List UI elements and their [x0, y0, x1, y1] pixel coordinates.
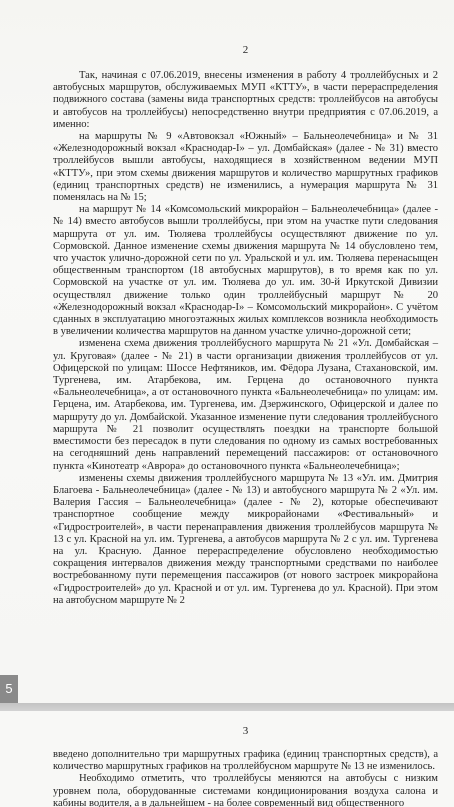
paragraph-buses-note: Необходимо отметить, что троллейбусы меняются на автобусы с низким уровнем пола, оборудованные системами кондиционирования воздуха салона и кабины водителя, а в дальнейшем - на более современный вид общественного	[53, 773, 438, 807]
paragraph-route-9-31: на маршруты № 9 «Автовокзал «Южный» – Бальнеолечебница» и № 31 «Железнодорожный вокзал «Краснодар-I» – ул. Домбайская» (далее - № 31) вместо троллейбусов вышли автобусы, находящиеся в хозяйственном ведении МУП «КТТУ», при этом схемы движения маршрутов и количество маршрутных графиков (единиц транспортных средств) не изменились, а нумерация маршрута № 31 поменялась на № 15;	[53, 131, 438, 204]
paragraph-route-21: изменена схема движения троллейбусного маршрута № 21 «Ул. Домбайская – ул. Круговая» (далее - № 21) в части организации движения троллейбусов от ул. Офицерской по улицам: Шоссе Нефтяников, им. Фёдора Лузана, Стахановской, им. Тургенева, им. Атарбекова, им. Герцена до остановочного пункта «Бальнеолечебница», а от остановочного пункта «Бальнеолечебница» по улицам: им. Герцена, им. Атарбекова, им. Тургенева, им. Дзержинского, Офицерской и далее по маршруту до ул. Домбайской. Указанное изменение пути следования троллейбусного маршрута № 21 позволит осуществлять поездки на транспорте большой вместимости без пересадок в пути следования по одному из самых востребованных на сегодняшний день направлений перемещений пассажиров: от остановочного пункта «Кинотеатр «Аврора» до остановочного пункта «Бальнеолечебница»;	[53, 338, 438, 472]
viewer-page-badge: 5	[0, 675, 18, 703]
page-3-text	[53, 749, 438, 807]
paragraph-intro: Так, начиная с 07.06.2019, внесены изменения в работу 4 троллейбусных и 2 автобусных маршрутов, обслуживаемых МУП «КТТУ», в части перераспределения подвижного состава (замены вида транспортных средств: троллейбусов на автобусы и автобусов на троллейбусы) непосредственно внутри предприятия с 07.06.2019, а именно:	[53, 70, 438, 130]
page-2-text	[53, 70, 438, 607]
paragraph-route-14: на маршрут № 14 «Комсомольский микрорайон – Бальнеолечебница» (далее - № 14) вместо автобусов вышли троллейбусы, при этом на участке пути следования маршрута от ул. им. Тюляева троллейбусы осуществляют движение по ул. Сормовской. Данное изменение схемы движения маршрута № 14 обусловлено тем, что участок улично-дорожной сети по ул. Уральской и ул. им. Тюляева перенасыщен общественным транспортом (18 автобусных маршрутов), в то время как по ул. Сормовской на участке от ул. им. Тюляева до ул. им. 30-й Иркутской Дивизии осуществлял движение только один троллейбусный маршрут № 20 «Железнодорожный вокзал «Краснодар-I» – Комсомольский микрорайон». С учётом сданных в эксплуатацию многоэтажных жилых комплексов возникла необходимость в увеличении количества маршрутов на данном участке улично-дорожной сети;	[53, 204, 438, 338]
paragraph-routes-13-2: изменены схемы движения троллейбусного маршрута № 13 «Ул. им. Дмитрия Благоева - Бальнеолечебница» (далее - № 13) и автобусного маршрута № 2 «Ул. им. Валерия Гассия – Бальнеолечебница» (далее - № 2), которые обеспечивают транспортное сообщение между микрорайонами «Фестивальный» и «Гидростроителей», в части перенаправления движения троллейбусов маршрута № 13 с ул. Красной на ул. им. Тургенева, а автобусов маршрута № 2 с ул. им. Тургенева на ул. Красную. Данное перераспределение обусловлено необходимостью сокращения интервалов движения между транспортными средствами по наиболее востребованному пути перемещения пассажиров (от нового застроек микрорайона «Гидростроителей» до ул. Красной и от ул. им. Тургенева до ул. Красной). При этом на автобусном маршруте № 2	[53, 472, 438, 606]
page-number-2: 2	[242, 44, 249, 56]
paragraph-continuation: введено дополнительно три маршрутных графика (единиц транспортных средств), а количество маршрутных графиков на троллейбусном маршруте № 13 не изменилось.	[53, 749, 438, 773]
page-number-3: 3	[242, 725, 249, 737]
document-page-3	[0, 703, 454, 807]
